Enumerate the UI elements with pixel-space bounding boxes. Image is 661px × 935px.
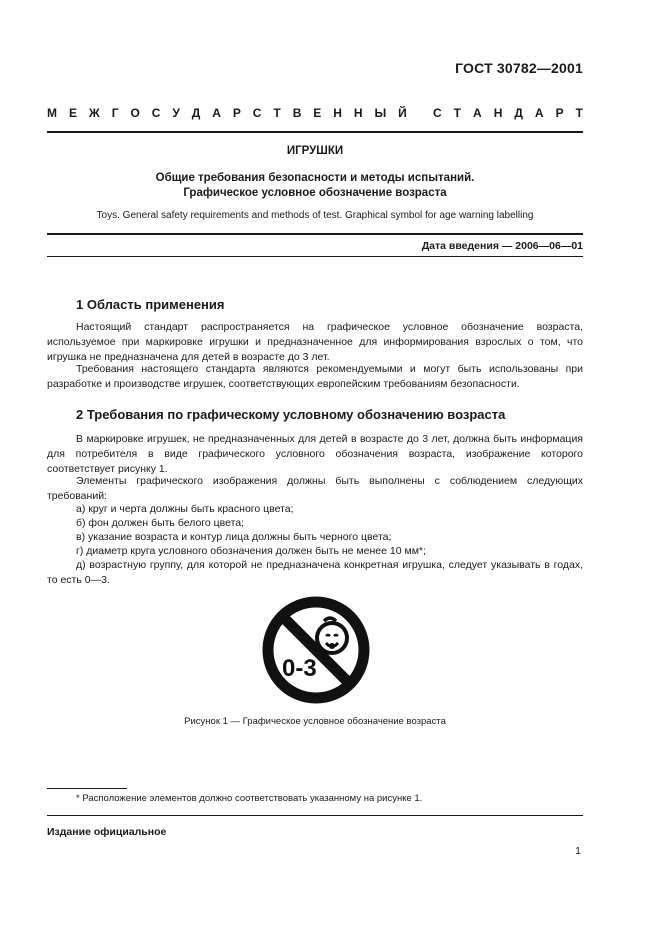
banner-letter: Е [68,106,77,120]
subtitle-line-1: Общие требования безопасности и методы испытаний. [155,172,475,184]
banner-letter: У [172,106,180,120]
section-1-paragraph-2 [47,362,583,392]
date-divider [47,256,583,257]
age-range-label: 0-3 [282,655,317,682]
banner-letter: С [433,106,442,120]
banner-word-standard [433,106,583,120]
banner-letter: О [130,106,140,120]
banner-letter: А [212,106,221,120]
section-1-paragraph-2-text: Требования настоящего стандарта являются рекомендуемыми и могут быть использованы при разработке и производстве игрушек, соответствующих европейским требованиям безопасности. [47,363,583,391]
footer-divider [47,815,583,816]
banner-letter: Т [575,106,583,120]
banner-letter: Р [232,106,241,120]
banner-letter: Й [398,106,407,120]
requirement-item-d-text: д) возрастную группу, для которой не предназначена конкретная игрушка, следует указывать в годах, то есть 0—3. [47,559,583,587]
requirement-item-b: б) фон должен быть белого цвета; [76,517,245,529]
section-1-heading: 1 Область применения [76,297,225,312]
section-2-paragraph-1-text: В маркировке игрушек, не предназначенных для детей в возрасте до 3 лет, должна быть информация для потребителя в виде графического условного обозначения возраста, изображение которого соответствует рисунку 1. [47,433,583,476]
banner-letter: Е [313,106,322,120]
banner-letter: Г [111,106,119,120]
header-divider [47,131,583,133]
banner-word-interstate [47,106,407,120]
footnote: * Расположение элементов должно соответствовать указанному на рисунке 1. [76,793,423,804]
figure-caption: Рисунок 1 — Графическое условное обозначение возраста [184,716,446,727]
section-2-heading: 2 Требования по графическому условному обозначению возраста [76,407,506,422]
document-title: ИГРУШКИ [286,145,344,157]
introduction-date: Дата введения — 2006—06—01 [421,240,583,252]
banner-letter: А [534,106,544,120]
banner-letter: Н [353,106,363,120]
banner-letter: Т [453,106,462,120]
document-code: ГОСТ 30782—2001 [455,60,583,76]
banner-letter: С [151,106,161,120]
section-2-paragraph-2 [47,474,583,504]
requirement-item-g: г) диаметр круга условного обозначения должен быть не менее 10 мм*; [76,545,426,557]
footnote-separator [47,788,127,789]
title-divider [47,233,583,235]
banner-letter: Ы [374,106,387,120]
banner-letter: Н [333,106,342,120]
banner-letter: М [47,106,57,120]
banner-letter: Д [514,106,523,120]
banner-letter: Т [273,106,281,120]
section-1-paragraph-1 [47,320,583,366]
banner-letter: А [473,106,482,120]
requirement-item-d [47,558,583,588]
document-subtitle [47,171,583,201]
banner-letter: Ж [88,106,100,120]
interstate-standard-banner [47,106,583,120]
subtitle-line-2: Графическое условное обозначение возраста [183,187,447,199]
banner-letter: С [252,106,262,120]
page-number: 1 [575,845,581,857]
banner-letter: В [292,106,302,120]
edition-label: Издание официальное [47,826,167,838]
requirement-item-a: а) круг и черта должны быть красного цвета; [76,503,294,515]
english-title: Toys. General safety requirements and methods of test. Graphical symbol for age warning labelling [96,210,534,221]
banner-letter: Н [493,106,503,120]
requirement-item-v: в) указание возраста и контур лица должны быть черного цвета; [76,531,392,543]
section-2-paragraph-2-text: Элементы графического изображения должны быть выполнены с соблюдением следующих требований: [47,475,583,503]
banner-letter: Р [555,106,564,120]
section-1-paragraph-1-text: Настоящий стандарт распространяется на графическое условное обозначение возраста, используемое при маркировке игрушки и предназначенное для информирования взрослых о том, что игрушка не предназначена для детей в возрасте до 3 лет. [47,321,583,364]
age-warning-symbol [262,596,370,704]
banner-letter: Д [191,106,201,120]
section-2-paragraph-1 [47,432,583,478]
